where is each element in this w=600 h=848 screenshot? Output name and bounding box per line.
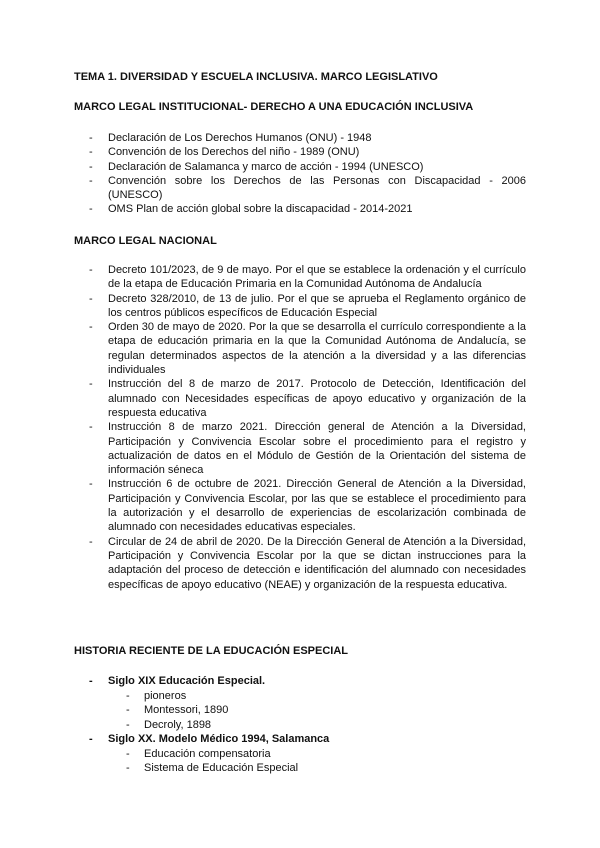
dash-bullet: - — [89, 378, 93, 391]
list-marco-institucional — [0, 131, 600, 217]
list-item: - Instrucción del 8 de marzo de 2017. Protocolo de Detección, Identificación del alumnado con Necesidades específicas de apoyo educativo y organización de la respuesta educativa — [89, 378, 526, 419]
list-item-siglo-xix: - Siglo XIX Educación Especial. — [89, 675, 266, 687]
list-item: - Circular de 24 de abril de 2020. De la Dirección General de Atención a la Diversidad, Participación y Convivencia Escolar por la que se dictan instrucciones para la adaptación del proceso de detección e identificación del alumnado con necesidades específicas de apoyo educativo (NEAE) y organización de la respuesta educativa. — [89, 535, 526, 591]
document-title: TEMA 1. DIVERSIDAD Y ESCUELA INCLUSIVA. MARCO LEGISLATIVO — [74, 71, 438, 83]
list-historia — [0, 674, 600, 688]
dash-bullet: - — [126, 690, 130, 702]
list-item: - Convención de los Derechos del niño - 1989 (ONU) — [89, 146, 360, 159]
sub-list-item: - Sistema de Educación Especial — [126, 762, 299, 775]
dash-bullet: - — [89, 203, 93, 216]
dash-bullet: - — [89, 733, 93, 745]
dash-bullet: - — [89, 535, 93, 548]
list-item: - Decreto 328/2010, de 13 de julio. Por el que se aprueba el Reglamento orgánico de los centros públicos específicos de Educación Especial — [89, 292, 526, 319]
dash-bullet: - — [89, 264, 93, 276]
list-item-siglo-xx: - Siglo XX. Modelo Médico 1994, Salamanca — [89, 733, 330, 745]
list-item: - Declaración de Los Derechos Humanos (ONU) - 1948 — [89, 132, 372, 144]
list-historia-2 — [0, 732, 600, 746]
list-item: - Decreto 101/2023, de 9 de mayo. Por el que se establece la ordenación y el currículo de la etapa de Educación Primaria en la Comunidad Autónoma de Andalucía — [89, 264, 526, 291]
dash-bullet: - — [89, 321, 93, 334]
list-item: - Instrucción 6 de octubre de 2021. Dirección General de Atención a la Diversidad, Participación y Convivencia Escolar, por las que se establece el procedimiento para la autorización y el desarrollo de experiencias de escolarización combinada de alumnado con necesidades educativas especiales. — [89, 478, 526, 534]
list-item: - Declaración de Salamanca y marco de acción - 1994 (UNESCO) — [89, 160, 424, 173]
dash-bullet: - — [89, 174, 93, 187]
list-item: - Orden 30 de mayo de 2020. Por la que se desarrolla el currículo correspondiente a la etapa de educación primaria en la que la Comunidad Autónoma de Andalucía, se regulan determinados aspectos de la atención a la diversidad y a las diferencias individuales — [89, 321, 526, 377]
sub-list-item: - Educación compensatoria — [126, 748, 271, 760]
heading-marco-nacional: MARCO LEGAL NACIONAL — [74, 235, 217, 247]
list-item: - Convención sobre los Derechos de las Personas con Discapacidad - 2006 (UNESCO) — [89, 174, 526, 202]
dash-bullet: - — [89, 675, 93, 687]
sublist-siglo-xx — [0, 747, 600, 776]
dash-bullet: - — [89, 292, 93, 305]
dash-bullet: - — [89, 160, 93, 173]
sub-list-item: - Montessori, 1890 — [126, 704, 229, 717]
sublist-siglo-xix — [0, 689, 600, 732]
dash-bullet: - — [89, 478, 93, 491]
dash-bullet: - — [126, 718, 130, 731]
list-item: - Instrucción 8 de marzo 2021. Dirección general de Atención a la Diversidad, Participación y Convivencia Escolar sobre el procedimiento para el registro y actualización de datos en el Módulo de Gestión de la Orientación del sistema de información séneca — [89, 421, 526, 477]
list-item: - OMS Plan de acción global sobre la discapacidad - 2014-2021 — [89, 203, 413, 216]
dash-bullet: - — [126, 704, 130, 717]
dash-bullet: - — [126, 762, 130, 775]
sub-list-item: - pioneros — [126, 690, 187, 702]
heading-marco-institucional: MARCO LEGAL INSTITUCIONAL- DERECHO A UNA EDUCACIÓN INCLUSIVA — [74, 101, 474, 113]
dash-bullet: - — [89, 132, 93, 144]
dash-bullet: - — [126, 748, 130, 760]
sub-list-item: - Decroly, 1898 — [126, 718, 212, 731]
dash-bullet: - — [89, 421, 93, 434]
list-marco-nacional — [0, 263, 600, 592]
dash-bullet: - — [89, 146, 93, 159]
heading-historia: HISTORIA RECIENTE DE LA EDUCACIÓN ESPECIAL — [74, 645, 349, 657]
